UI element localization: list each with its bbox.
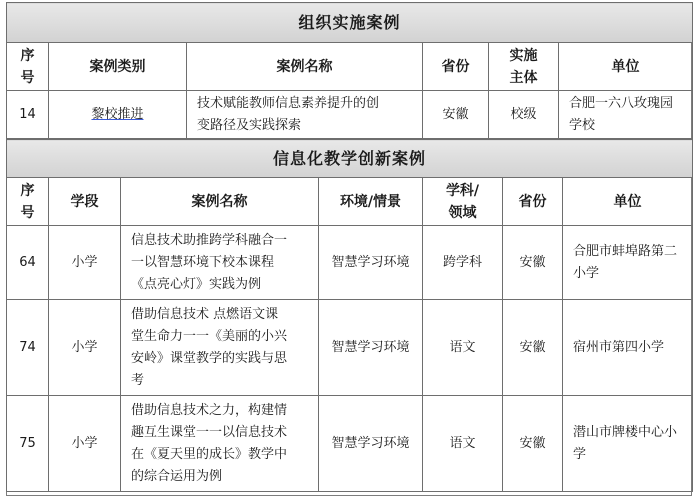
cell-case-name: 借助信息技术之力，构建情 趣互生课堂一一以信息技术 在《夏天里的成长》教学中 的综合运用为例: [121, 396, 319, 492]
cell-environment: 智慧学习环境: [319, 396, 423, 492]
cell-case-name: 技术赋能教师信息素养提升的创 变路径及实践探索: [187, 91, 423, 139]
innovation-cases-table: [6, 139, 693, 492]
header-index: 序 号: [7, 43, 49, 91]
cell-province: 安徽: [503, 396, 563, 492]
cell-category[interactable]: [49, 91, 187, 139]
cell-stage: 小学: [49, 226, 121, 300]
section-title: 组织实施案例: [7, 3, 693, 43]
cell-unit: 宿州市第四小学: [563, 300, 693, 396]
cell-subject: 语文: [423, 396, 503, 492]
cell-province: 安徽: [503, 226, 563, 300]
cell-subject: 跨学科: [423, 226, 503, 300]
cell-province: 安徽: [503, 300, 563, 396]
cell-stage: 小学: [49, 396, 121, 492]
table-row: [7, 91, 693, 139]
cell-environment: 智慧学习环境: [319, 226, 423, 300]
cell-case-name: 信息技术助推跨学科融合一 一以智慧环境下校本课程 《点亮心灯》实践为例: [121, 226, 319, 300]
header-unit: 单位: [563, 178, 693, 226]
header-stage: 学段: [49, 178, 121, 226]
cell-subject: 语文: [423, 300, 503, 396]
header-case-name: 案例名称: [187, 43, 423, 91]
cell-unit: 合肥市蚌埠路第二 小学: [563, 226, 693, 300]
header-subject: 学科/ 领域: [423, 178, 503, 226]
header-category: 案例类别: [49, 43, 187, 91]
table-row: [7, 300, 693, 396]
table-row: [7, 226, 693, 300]
header-province: 省份: [423, 43, 489, 91]
cell-unit: 潜山市牌楼中心小 学: [563, 396, 693, 492]
cell-case-name: 借助信息技术 点燃语文课 堂生命力一一《美丽的小兴 安岭》课堂教学的实践与思 考: [121, 300, 319, 396]
cell-index: 64: [7, 226, 49, 300]
cell-province: 安徽: [423, 91, 489, 139]
cell-index: 75: [7, 396, 49, 492]
header-implementer: 实施 主体: [489, 43, 559, 91]
header-case-name: 案例名称: [121, 178, 319, 226]
category-link[interactable]: 黎校推进: [91, 106, 144, 122]
cell-implementer: 校级: [489, 91, 559, 139]
header-unit: 单位: [559, 43, 693, 91]
cell-stage: 小学: [49, 300, 121, 396]
org-cases-table: [6, 2, 693, 139]
cell-environment: 智慧学习环境: [319, 300, 423, 396]
section-title: 信息化教学创新案例: [7, 140, 693, 178]
cell-unit: 合肥一六八玫瑰园 学校: [559, 91, 693, 139]
table-row: [7, 396, 693, 492]
header-environment: 环境/情景: [319, 178, 423, 226]
header-province: 省份: [503, 178, 563, 226]
cell-index: 74: [7, 300, 49, 396]
cell-index: 14: [7, 91, 49, 139]
header-index: 序 号: [7, 178, 49, 226]
